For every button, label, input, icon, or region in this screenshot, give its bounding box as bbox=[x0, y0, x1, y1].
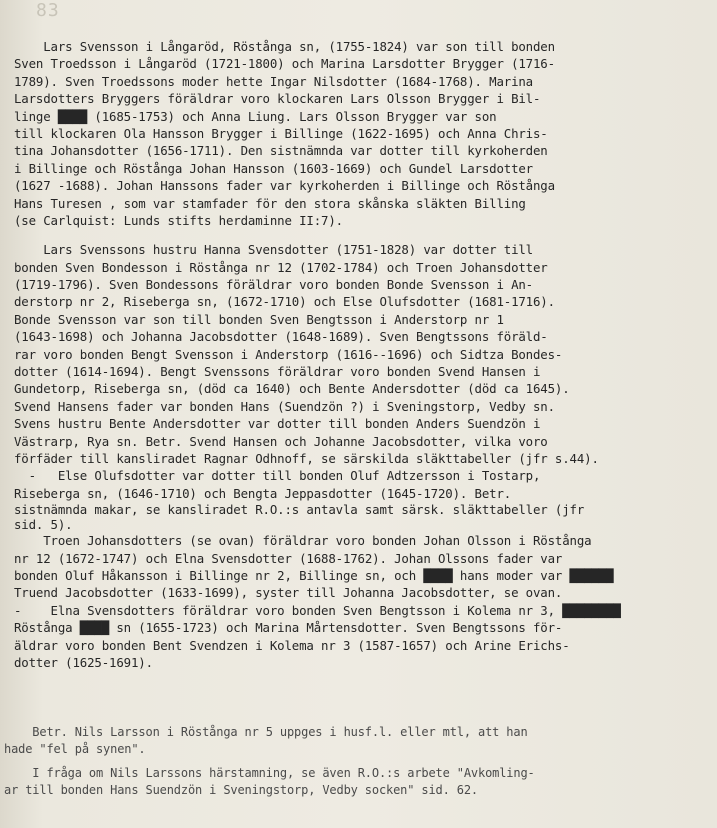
text-line: äldrar voro bonden Bent Svendzen i Kolema nr 3 (1587-1657) och Arine Erichs- bbox=[14, 637, 570, 653]
text-line: nr 12 (1672-1747) och Elna Svensdotter (1688-1762). Johan Olssons fader var bbox=[14, 550, 563, 566]
page-number: 83 bbox=[36, 0, 60, 21]
text-line: derstorp nr 2, Riseberga sn, (1672-1710) och Else Olufsdotter (1681-1716). bbox=[14, 294, 555, 310]
text-line: Röstånga ████ sn (1655-1723) och Marina Mårtensdotter. Sven Bengtssons för- bbox=[14, 620, 563, 636]
note-line: Betr. Nils Larsson i Röstånga nr 5 uppges i husf.l. eller mtl, att han bbox=[4, 725, 528, 739]
text-line: Bonde Svensson var son till bonden Sven Bengtsson i Anderstorp nr 1 bbox=[14, 311, 504, 327]
text-line: i Billinge och Röstånga Johan Hansson (1603-1669) och Gundel Larsdotter bbox=[14, 160, 533, 176]
text-line: Gundetorp, Riseberga sn, (död ca 1640) och Bente Andersdotter (död ca 1645). bbox=[14, 381, 570, 397]
text-line: - Elna Svensdotters föräldrar voro bonden Sven Bengtsson i Kolema nr 3, ████████ bbox=[14, 602, 621, 618]
text-line: (1643-1698) och Johanna Jacobsdotter (1648-1689). Sven Bengtssons föräld- bbox=[14, 329, 548, 345]
text-line: Lars Svenssons hustru Hanna Svensdotter (1751-1828) var dotter till bbox=[14, 242, 533, 258]
text-line: Lars Svensson i Långaröd, Röstånga sn, (1755-1824) var son till bonden bbox=[14, 39, 555, 54]
text-line: Sven Troedsson i Långaröd (1721-1800) och Marina Larsdotter Brygger (1716- bbox=[14, 56, 555, 72]
text-line: bonden Oluf Håkansson i Billinge nr 2, Billinge sn, och ████ hans moder var ██████ bbox=[14, 567, 614, 583]
text-line: (se Carlquist: Lunds stifts herdaminne II:7). bbox=[14, 212, 343, 228]
notes bbox=[4, 724, 714, 800]
text-line: Truend Jacobsdotter (1633-1699), syster till Johanna Jacobsdotter, se ovan. bbox=[14, 585, 563, 601]
paragraph-2 bbox=[14, 241, 714, 671]
paragraph-1 bbox=[14, 38, 714, 229]
note-line: ar till bonden Hans Suendzön i Sveningstorp, Vedby socken" sid. 62. bbox=[4, 783, 478, 798]
text-line: linge ████ (1685-1753) och Anna Liung. Lars Olsson Brygger var son bbox=[14, 108, 497, 124]
text-line: sistnämnda makar, se kansliradet R.O.:s antavla samt särsk. släkttabeller (jfr bbox=[14, 502, 585, 518]
text-line: Västrarp, Rya sn. Betr. Svend Hansen och Johanne Jacobsdotter, vilka voro bbox=[14, 433, 548, 449]
text-line: Troen Johansdotters (se ovan) föräldrar voro bonden Johan Olsson i Röstånga bbox=[14, 533, 592, 549]
text-line: bonden Sven Bondesson i Röstånga nr 12 (1702-1784) och Troen Johansdotter bbox=[14, 259, 548, 275]
text-line: förfäder till kansliradet Ragnar Odhnoff, se särskilda släkttabeller (jfr s.44). bbox=[14, 450, 599, 466]
text-line: rar voro bonden Bengt Svensson i Anderstorp (1616--1696) och Sidtza Bondes- bbox=[14, 346, 563, 362]
text-line: 1789). Sven Troedssons moder hette Ingar Nilsdotter (1684-1768). Marina bbox=[14, 73, 533, 89]
text-line: (1627 -1688). Johan Hanssons fader var kyrkoherden i Billinge och Röstånga bbox=[14, 178, 555, 194]
text-line: Hans Turesen , som var stamfader för den stora skånska släkten Billing bbox=[14, 195, 526, 211]
text-line: - Else Olufsdotter var dotter till bonden Oluf Adtzersson i Tostarp, bbox=[14, 468, 541, 484]
text-line: Larsdotters Bryggers föräldrar voro klockaren Lars Olsson Brygger i Bil- bbox=[14, 91, 541, 107]
text-line: (1719-1796). Sven Bondessons föräldrar voro bonden Bonde Svensson i An- bbox=[14, 277, 533, 293]
text-line: till klockaren Ola Hansson Brygger i Billinge (1622-1695) och Anna Chris- bbox=[14, 125, 548, 141]
text-line: Svend Hansens fader var bonden Hans (Suendzön ?) i Sveningstorp, Vedby sn. bbox=[14, 398, 555, 414]
main-text bbox=[14, 38, 714, 671]
note-line: I fråga om Nils Larssons härstamning, se även R.O.:s arbete "Avkomling- bbox=[4, 765, 535, 780]
text-line: Riseberga sn, (1646-1710) och Bengta Jeppasdotter (1645-1720). Betr. bbox=[14, 485, 512, 501]
text-line: dotter (1614-1694). Bengt Svenssons föräldrar voro bonden Svend Hansen i bbox=[14, 364, 541, 380]
text-line: tina Johansdotter (1656-1711). Den sistnämnda var dotter till kyrkoherden bbox=[14, 143, 548, 159]
note-line: hade "fel på synen". bbox=[4, 742, 146, 757]
text-line: dotter (1625-1691). bbox=[14, 654, 153, 670]
text-line: Svens hustru Bente Andersdotter var dotter till bonden Anders Suendzön i bbox=[14, 416, 541, 432]
text-line: sid. 5). bbox=[14, 517, 73, 533]
